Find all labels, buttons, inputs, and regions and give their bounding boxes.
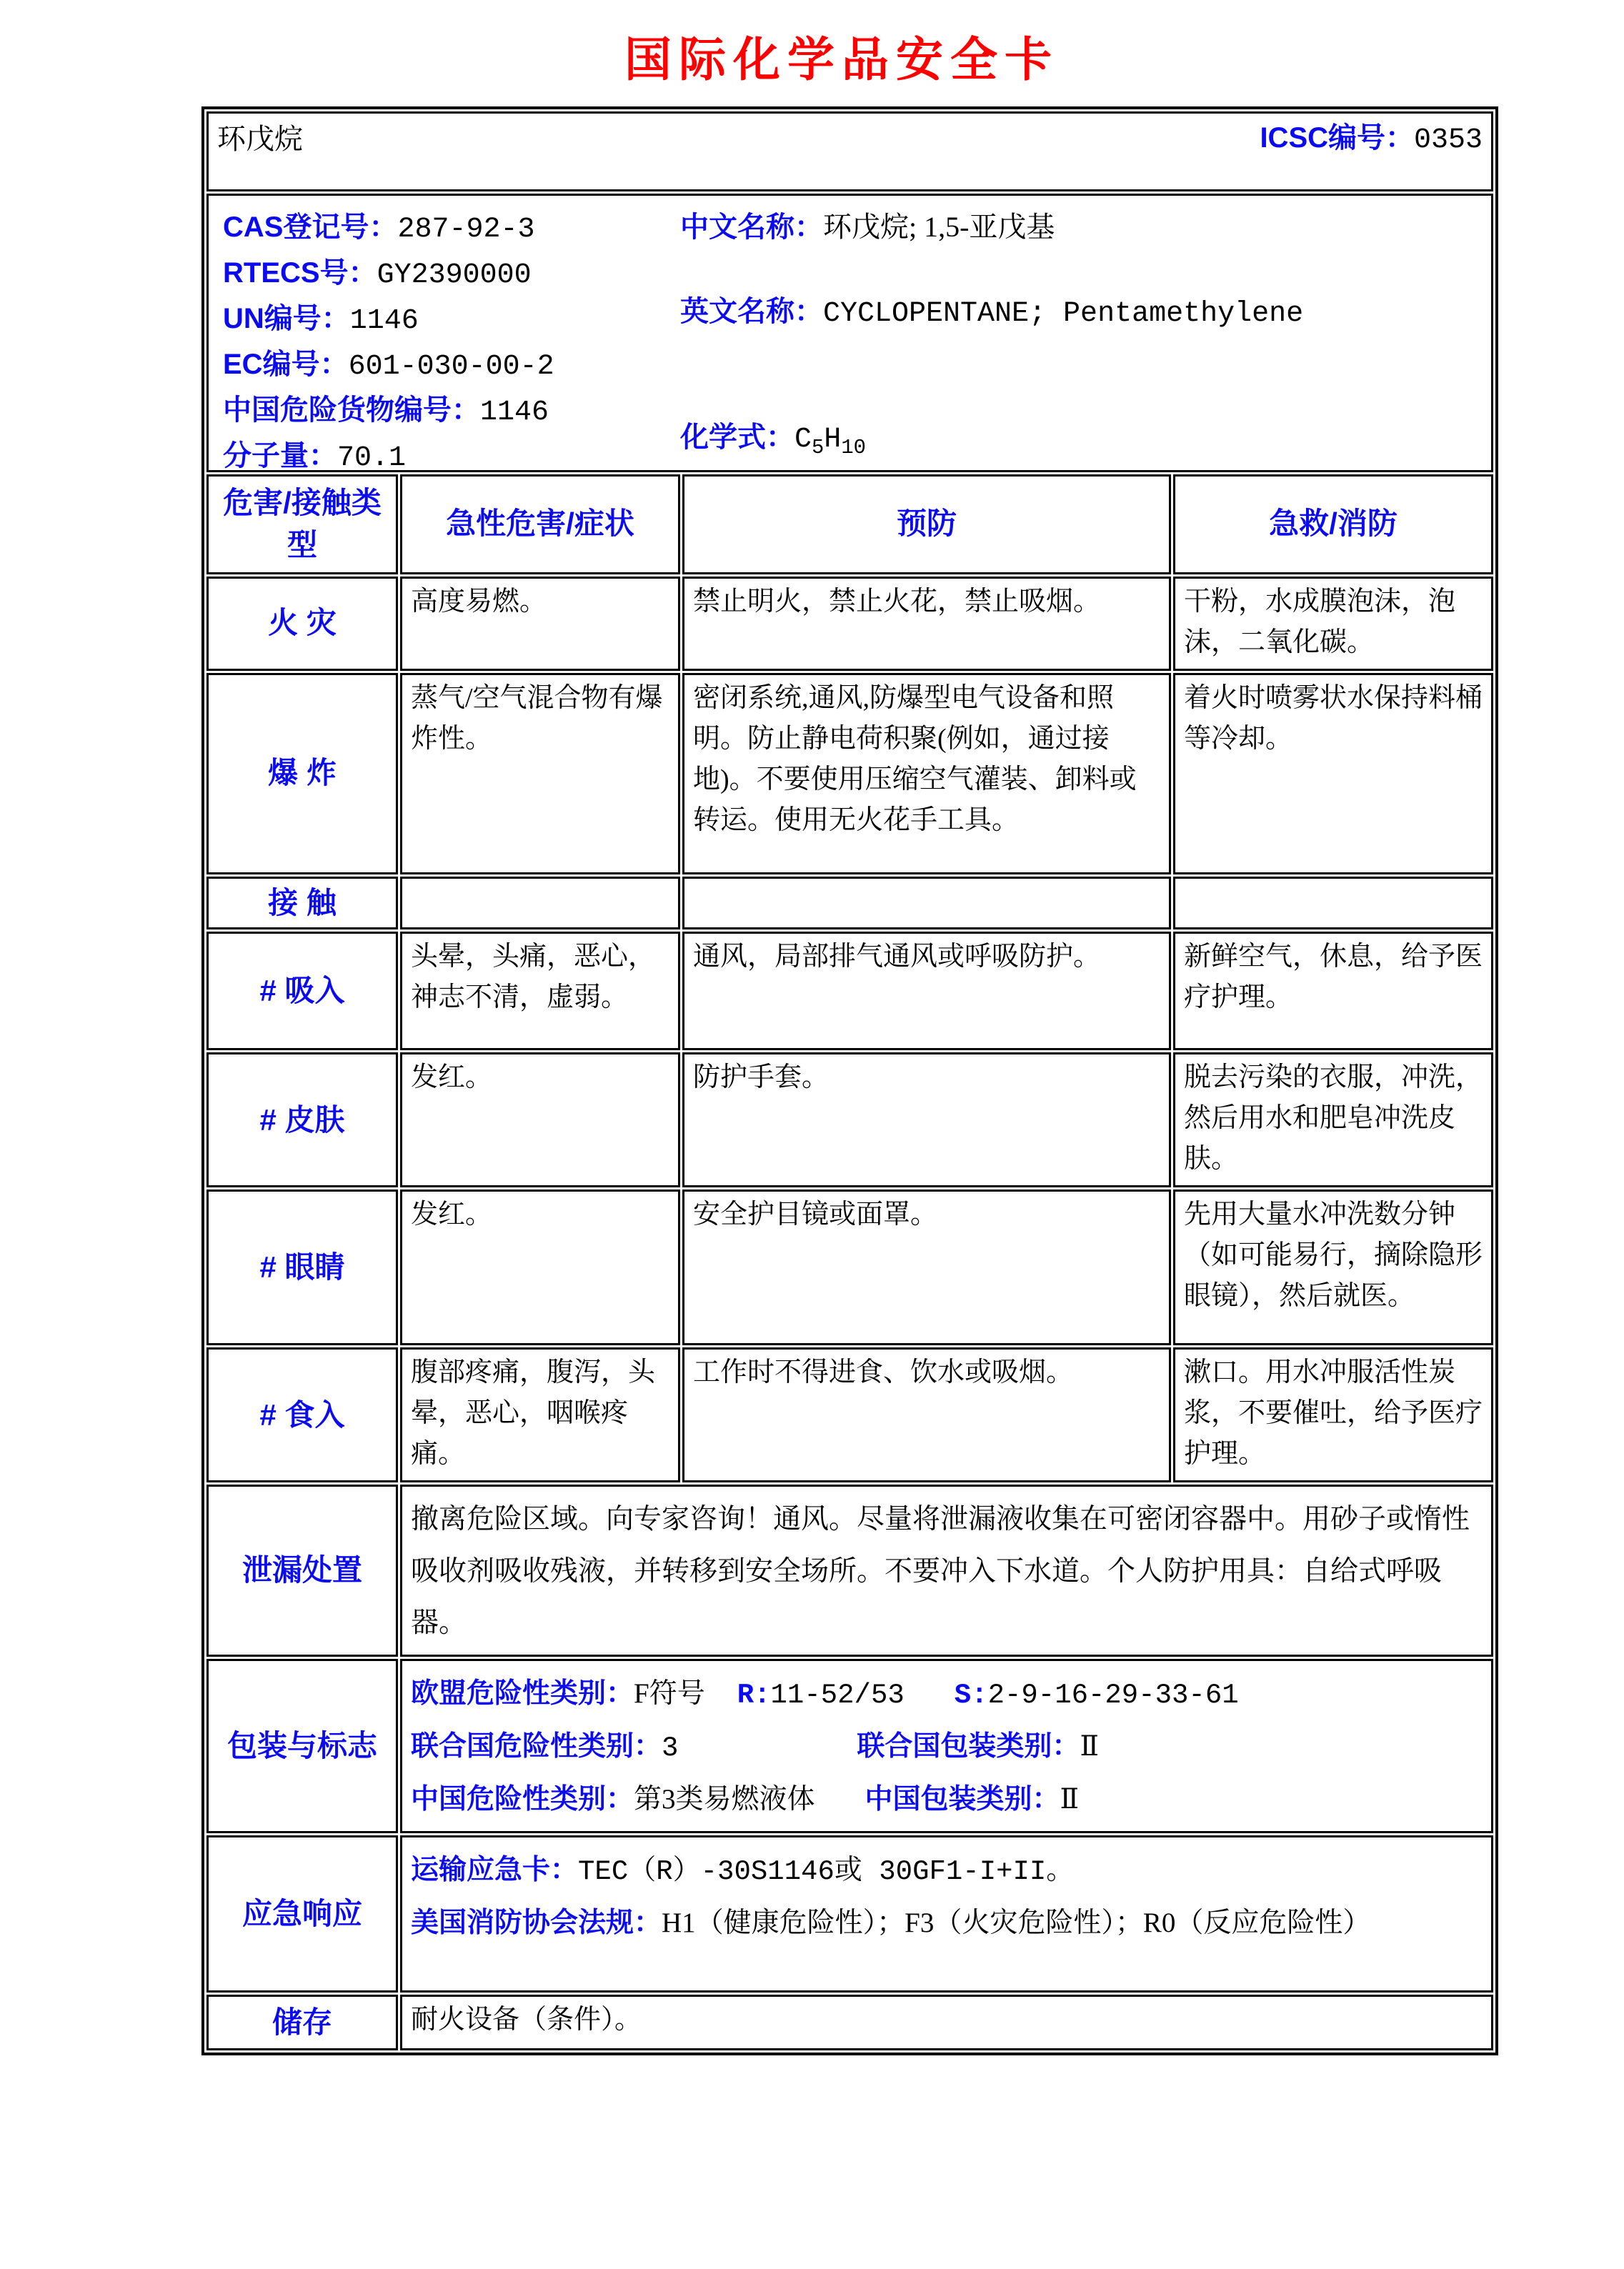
fire-prevention: 禁止明火，禁止火花，禁止吸烟。	[682, 577, 1171, 671]
eyes-response: 先用大量水冲洗数分钟（如可能易行，摘除隐形眼镜），然后就医。	[1173, 1190, 1493, 1345]
spill-row	[206, 1485, 1493, 1656]
identifiers-row	[206, 194, 1493, 472]
un-class-value: 3	[662, 1732, 679, 1765]
chemical-formula	[680, 416, 866, 463]
storage-value: 耐火设备（条件）。	[400, 1995, 1493, 2050]
ingestion-type-label: # 食入	[206, 1347, 398, 1482]
hazard-row-explosion	[206, 673, 1493, 874]
ingestion-response: 漱口。用水冲服活性炭浆，不要催吐，给予医疗护理。	[1173, 1347, 1493, 1482]
packaging-content	[400, 1659, 1493, 1833]
packaging-label: 包装与标志	[206, 1659, 398, 1833]
icsc-number-value: 0353	[1414, 124, 1483, 156]
emergency-label: 应急响应	[206, 1835, 398, 1993]
r-phrases-label: R:	[737, 1679, 771, 1711]
explosion-prevention: 密闭系统,通风,防爆型电气设备和照明。防止静电荷积聚(例如，通过接地)。不要使用压缩空气灌装、卸料或转运。使用无火花手工具。	[682, 673, 1171, 874]
inhalation-prevention: 通风，局部排气通风或呼吸防护。	[682, 932, 1171, 1050]
english-name	[680, 290, 1303, 336]
cn-pack-label: 中国包装类别：	[865, 1784, 1060, 1815]
fire-type-label: 火 灾	[206, 577, 398, 671]
un-pack-label: 联合国包装类别：	[857, 1731, 1080, 1762]
packaging-cn-line	[411, 1774, 1483, 1825]
formula-label: 化学式：	[680, 421, 794, 453]
emergency-nfpa-line	[411, 1898, 1483, 1949]
s-phrases-label: S:	[954, 1679, 988, 1711]
hazard-row-skin	[206, 1052, 1493, 1187]
chemical-name: 环戊烷	[217, 123, 303, 155]
rtecs-value: GY2390000	[377, 259, 532, 291]
contact-response	[1173, 877, 1493, 930]
cn-class-value: 第3类易燃液体	[634, 1784, 815, 1815]
spill-label: 泄漏处置	[206, 1485, 398, 1656]
inhalation-symptoms: 头晕，头痛，恶心，神志不清，虚弱。	[400, 932, 680, 1050]
cas-value: 287-92-3	[397, 214, 535, 246]
cas-number	[223, 206, 680, 251]
storage-row	[206, 1995, 1493, 2050]
chinese-name-label: 中文名称：	[680, 211, 823, 243]
contact-prevention	[682, 877, 1171, 930]
eyes-symptoms: 发红。	[400, 1190, 680, 1345]
un-number	[223, 297, 680, 343]
tec-label: 运输应急卡：	[411, 1855, 579, 1886]
chinese-name-value: 环戊烷; 1,5-亚戊基	[823, 211, 1055, 243]
icsc-number-label: ICSC编号：	[1260, 122, 1415, 154]
r-phrases-value: 11-52/53	[770, 1679, 905, 1711]
header-symptoms: 急性危害/症状	[400, 474, 680, 574]
tec-value: TEC（R）-30S1146或 30GF1-I+II。	[578, 1856, 1075, 1888]
eyes-type-label: # 眼睛	[206, 1190, 398, 1345]
cn-dg-label: 中国危险货物编号：	[223, 394, 480, 426]
spill-text: 撤离危险区域。向专家咨询！通风。尽量将泄漏液收集在可密闭容器中。用砂子或惰性吸收剂吸收残液，并转移到安全场所。不要冲入下水道。个人防护用具：自给式呼吸器。	[400, 1485, 1493, 1656]
cas-label: CAS登记号：	[223, 211, 398, 243]
hazard-row-eyes	[206, 1190, 1493, 1345]
packaging-un-line	[411, 1721, 1483, 1774]
ec-label: EC编号：	[223, 349, 349, 380]
icsc-card-table	[201, 106, 1498, 2055]
page-title: 国际化学品安全卡	[624, 33, 1059, 86]
card-header-row	[206, 111, 1493, 191]
formula-value: $C_5H_{10}$	[794, 423, 866, 459]
skin-prevention: 防护手套。	[682, 1052, 1171, 1187]
skin-type-label: # 皮肤	[206, 1052, 398, 1187]
english-name-value: CYCLOPENTANE; Pentamethylene	[823, 298, 1304, 330]
fire-response: 干粉，水成膜泡沫，泡沫，二氧化碳。	[1173, 577, 1493, 671]
ec-value: 601-030-00-2	[348, 351, 554, 383]
mw-value: 70.1	[337, 442, 407, 472]
eu-class-label: 欧盟危险性类别：	[411, 1677, 634, 1709]
hazard-row-inhalation	[206, 932, 1493, 1050]
header-response: 急救/消防	[1173, 474, 1493, 574]
hazard-header-row	[206, 474, 1493, 574]
packaging-row	[206, 1659, 1493, 1833]
rtecs-label: RTECS号：	[223, 257, 377, 289]
emergency-content	[400, 1835, 1493, 1993]
s-phrases-value: 2-9-16-29-33-61	[987, 1679, 1239, 1711]
cn-dangerous-goods-number	[223, 389, 680, 434]
skin-symptoms: 发红。	[400, 1052, 680, 1187]
english-name-label: 英文名称：	[680, 296, 823, 327]
hazard-row-ingestion	[206, 1347, 1493, 1482]
cn-class-label: 中国危险性类别：	[411, 1784, 634, 1815]
identifiers-right-column	[680, 206, 1484, 463]
packaging-eu-line	[411, 1668, 1483, 1721]
inhalation-response: 新鲜空气，休息，给予医疗护理。	[1173, 932, 1493, 1050]
skin-response: 脱去污染的衣服，冲洗，然后用水和肥皂冲洗皮肤。	[1173, 1052, 1493, 1187]
chinese-name	[680, 206, 1055, 249]
ingestion-symptoms: 腹部疼痛，腹泻，头晕，恶心，咽喉疼痛。	[400, 1347, 680, 1482]
un-value: 1146	[349, 305, 419, 337]
nfpa-label: 美国消防协会法规：	[411, 1908, 662, 1939]
un-label: UN编号：	[223, 303, 350, 334]
identifiers-cell	[206, 194, 1493, 472]
header-hazard-type: 危害/接触类型	[206, 474, 398, 574]
hazard-row-contact	[206, 877, 1493, 930]
explosion-response: 着火时喷雾状水保持料桶等冷却。	[1173, 673, 1493, 874]
identifiers-left-column	[223, 206, 680, 472]
un-pack-value: Ⅱ	[1080, 1731, 1099, 1762]
un-class-label: 联合国危险性类别：	[411, 1731, 662, 1762]
eu-class-value: F符号	[634, 1677, 705, 1709]
contact-type-label: 接 触	[206, 877, 398, 930]
ingestion-prevention: 工作时不得进食、饮水或吸烟。	[682, 1347, 1171, 1482]
cn-pack-value: Ⅱ	[1060, 1784, 1080, 1815]
emergency-tec-line	[411, 1845, 1483, 1898]
molecular-weight	[223, 434, 680, 472]
card-header-cell	[206, 111, 1493, 191]
nfpa-value: H1（健康危险性）；F3（火灾危险性）；R0（反应危险性）	[662, 1908, 1371, 1939]
fire-symptoms: 高度易燃。	[400, 577, 680, 671]
storage-label: 储存	[206, 1995, 398, 2050]
hazard-row-fire	[206, 577, 1493, 671]
rtecs-number	[223, 251, 680, 297]
explosion-symptoms: 蒸气/空气混合物有爆炸性。	[400, 673, 680, 874]
ec-number	[223, 343, 680, 389]
eyes-prevention: 安全护目镜或面罩。	[682, 1190, 1171, 1345]
emergency-row	[206, 1835, 1493, 1993]
cn-dg-value: 1146	[480, 397, 549, 429]
contact-symptoms	[400, 877, 680, 930]
explosion-type-label: 爆 炸	[206, 673, 398, 874]
inhalation-type-label: # 吸入	[206, 932, 398, 1050]
icsc-number	[1260, 116, 1483, 162]
header-prevention: 预防	[682, 474, 1171, 574]
mw-label: 分子量：	[223, 440, 337, 472]
